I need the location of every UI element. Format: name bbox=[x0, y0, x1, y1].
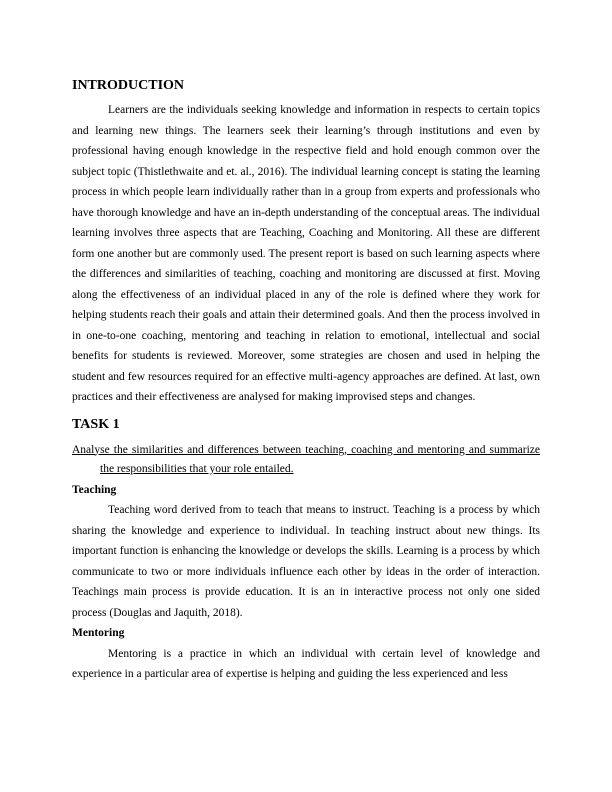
task1-question: Analyse the similarities and differences between teaching, coaching and mentoring and summarize the responsibilities that your role entailed. bbox=[72, 443, 540, 475]
mentoring-heading: Mentoring bbox=[72, 627, 125, 639]
document-page bbox=[72, 76, 540, 685]
teaching-heading: Teaching bbox=[72, 483, 117, 496]
introduction-heading: INTRODUCTION bbox=[72, 78, 185, 93]
mentoring-paragraph: Mentoring is a practice in which an individual with certain level of knowledge and experience in a particular area of expertise is helping and guiding the less experienced and less bbox=[72, 647, 540, 680]
teaching-paragraph: Teaching word derived from to teach that means to instruct. Teaching is a process by which sharing the knowledge and experience to individual. In teaching instruct about new things. Its important function is enhancing the knowledge or develops the skills. Learning is a process by which communicate to two or more individuals influence each other by ideas in the order of interaction. Teachings main process is provide education. It is an in interactive process not only one sided process (Douglas and Jaquith, 2018). bbox=[72, 504, 540, 619]
introduction-paragraph: Learners are the individuals seeking knowledge and information in respects to certain topics and learning new things. The learners seek their learning’s through institutions and even by professional having enough knowledge in the respective field and hold enough common over the subject topic (Thistlethwaite and et. al., 2016). The individual learning concept is stating the learning process in which people learn individually rather than in a group from experts and professionals who have thorough knowledge and have an in-depth understanding of the conceptual areas. The individual learning involves three aspects that are Teaching, Coaching and Monitoring. All these are different form one another but are commonly used. The present report is based on such learning aspects where the differences and similarities of teaching, coaching and monitoring are discussed at first. Moving along the effectiveness of an individual placed in any of the role is defined where they work for helping students reach their goals and attain their determined goals. And then the process involved in in one-to-one coaching, mentoring and teaching in relation to emotional, intellectual and social benefits for students is reviewed. Moreover, some strategies are chosen and used in helping the student and few resources required for an effective multi-agency approaches are defined. At last, own practices and their effectiveness are analysed for making improvised steps and changes. bbox=[72, 104, 540, 403]
task1-heading: TASK 1 bbox=[72, 416, 120, 432]
